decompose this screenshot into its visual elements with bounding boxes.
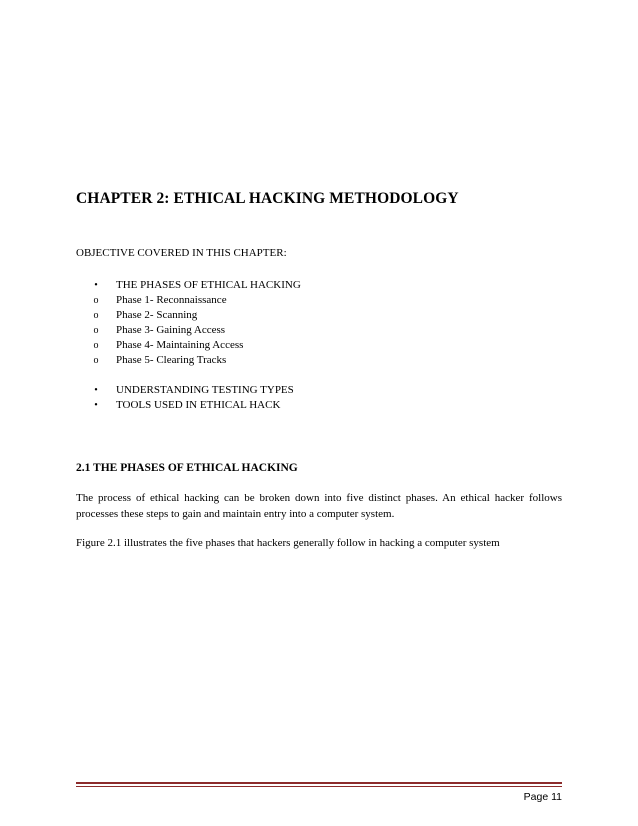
list-item — [90, 338, 301, 353]
list-item-text: TOOLS USED IN ETHICAL HACK — [116, 399, 281, 411]
section-paragraph-1: The process of ethical hacking can be broken down into five distinct phases. An ethical hacker follows processes these steps to gain and maintain entry into a computer system. — [76, 492, 562, 520]
circle-bullet-icon: o — [93, 325, 99, 336]
list-item — [90, 383, 301, 398]
list-item — [90, 293, 301, 308]
list-item-text: Phase 5- Clearing Tracks — [116, 354, 227, 366]
list-item — [90, 353, 301, 368]
list-item — [90, 398, 301, 413]
list-item — [90, 308, 301, 323]
list-item-text: Phase 2- Scanning — [116, 309, 198, 321]
footer-rule-thin — [76, 786, 562, 787]
list-item-text: Phase 3- Gaining Access — [116, 324, 226, 336]
chapter-title: CHAPTER 2: ETHICAL HACKING METHODOLOGY — [76, 190, 459, 207]
list-item-text: Phase 4- Maintaining Access — [116, 339, 244, 351]
objectives-heading: OBJECTIVE COVERED IN THIS CHAPTER: — [76, 247, 287, 259]
section-heading: 2.1 THE PHASES OF ETHICAL HACKING — [76, 462, 298, 474]
list-item-text: THE PHASES OF ETHICAL HACKING — [116, 279, 301, 291]
bullet-icon: • — [94, 385, 98, 396]
page-number: Page 11 — [523, 791, 562, 803]
bullet-icon: • — [94, 280, 98, 291]
list-item — [90, 323, 301, 338]
section-paragraph-2: Figure 2.1 illustrates the five phases that hackers generally follow in hacking a computer system — [76, 537, 500, 549]
objectives-list — [90, 278, 301, 413]
circle-bullet-icon: o — [93, 340, 99, 351]
circle-bullet-icon: o — [93, 295, 99, 306]
list-item-text: Phase 1- Reconnaissance — [116, 294, 227, 306]
list-item-text: UNDERSTANDING TESTING TYPES — [116, 384, 294, 396]
list-item — [90, 278, 301, 293]
circle-bullet-icon: o — [93, 310, 99, 321]
footer-rule — [76, 782, 562, 784]
bullet-icon: • — [94, 400, 98, 411]
circle-bullet-icon: o — [93, 355, 99, 366]
